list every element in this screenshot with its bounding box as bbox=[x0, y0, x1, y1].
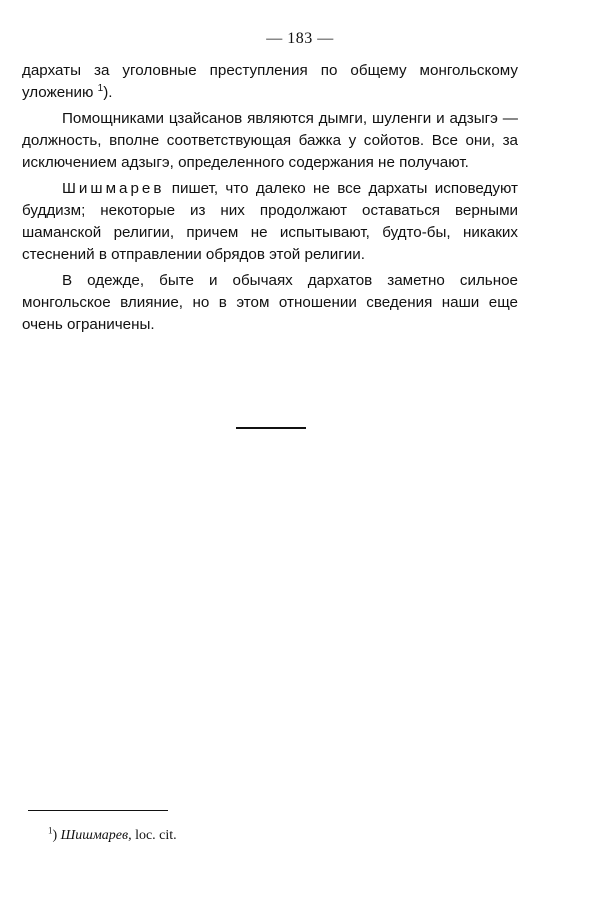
paragraph-3 bbox=[22, 178, 518, 266]
page-number: — 183 — bbox=[266, 30, 334, 47]
footnote-divider bbox=[28, 810, 168, 811]
body-text bbox=[22, 60, 518, 336]
footnote-author: Шишмарев, bbox=[60, 828, 132, 843]
footnote-source: loc. cit. bbox=[131, 828, 177, 843]
footnote-reference-suffix: ). bbox=[103, 84, 113, 101]
footnote-marker: $^1$) bbox=[48, 825, 58, 843]
paragraph-1 bbox=[22, 60, 518, 104]
section-divider bbox=[236, 427, 306, 429]
paragraph-1-text: дархаты за уголовные преступления по общему монгольскому уложению bbox=[22, 62, 518, 101]
paragraph-2: Помощниками цзайсанов являются дымги, шуленги и адзыгэ — должность, вполне соответствующая бажка у сойотов. Все они, за исключением адзыгэ, определенного содержания не получают. bbox=[22, 110, 518, 171]
footnote bbox=[48, 825, 177, 844]
paragraph-3-text: пишет, что далеко не все дархаты исповедуют буддизм; некоторые из них продолжают оставаться верными шаманской религии, причем не испытывают, будто-бы, никаких стеснений в отправлении обрядов этой религии. bbox=[22, 180, 518, 263]
author-name-spaced: Шишмарев bbox=[62, 180, 165, 197]
paragraph-4: В одежде, быте и обычаях дархатов заметно сильное монгольское влияние, но в этом отношении сведения наши еще очень ограничены. bbox=[22, 272, 518, 333]
footnote-reference: 1 bbox=[97, 82, 104, 94]
